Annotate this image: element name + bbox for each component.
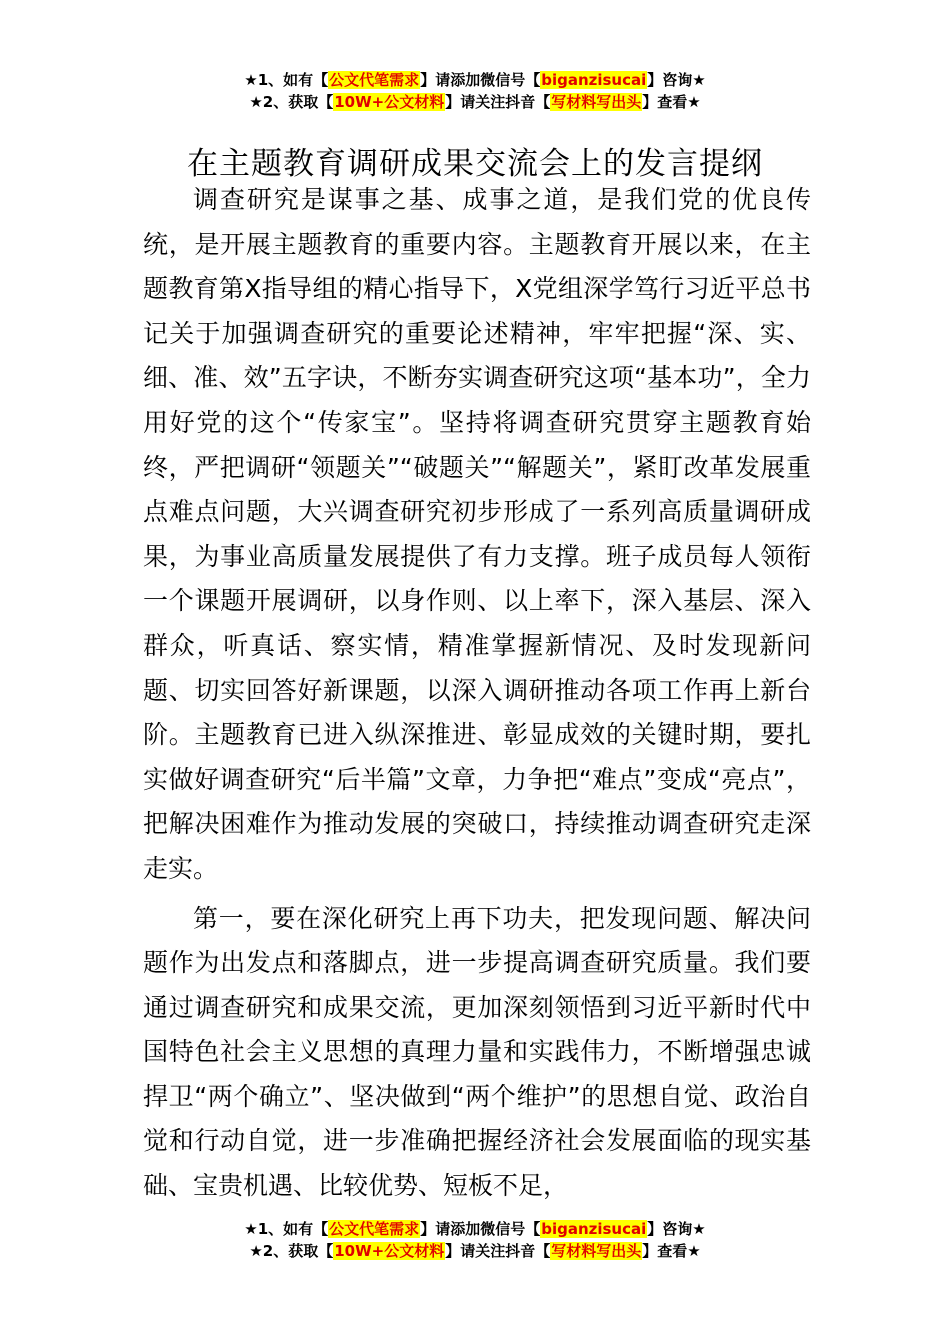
promo-text: 】请添加微信号【 [420, 71, 541, 89]
promo-highlight-wechat-id: biganzisucai [541, 1220, 647, 1238]
promo-highlight: 10W+公文材料 [334, 93, 445, 111]
promo-text: ★2、获取【 [249, 93, 334, 111]
promo-line-2 [0, 91, 950, 113]
promo-text: 】查看★ [642, 93, 701, 111]
promo-text: 】请关注抖音【 [445, 1242, 551, 1260]
promo-text: ★2、获取【 [249, 1242, 334, 1260]
promo-highlight: 10W+公文材料 [334, 1242, 445, 1260]
document-body [143, 178, 811, 1214]
promo-text: 】请添加微信号【 [420, 1220, 541, 1238]
promo-text: 】咨询★ [647, 71, 706, 89]
promo-highlight-wechat-id: biganzisucai [541, 71, 647, 89]
promo-highlight: 公文代笔需求 [329, 1220, 420, 1238]
promo-highlight-douyin-id: 写材料写出头 [551, 1242, 642, 1260]
body-paragraph-2: 第一，要在深化研究上再下功夫，把发现问题、解决问题作为出发点和落脚点，进一步提高调查研究质量。我们要通过调查研究和成果交流，更加深刻领悟到习近平新时代中国特色社会主义思想的真理力量和实践伟力，不断增强忠诚捍卫“两个确立”、坚决做到“两个维护”的思想自觉、政治自觉和行动自觉，进一步准确把握经济社会发展面临的现实基础、宝贵机遇、比较优势、短板不足， [143, 903, 811, 1201]
promo-line-1 [0, 1218, 950, 1240]
document-title: 在主题教育调研成果交流会上的发言提纲 [187, 145, 763, 182]
promo-line-2 [0, 1240, 950, 1262]
promo-text: 】查看★ [642, 1242, 701, 1260]
body-paragraph-1: 调查研究是谋事之基、成事之道，是我们党的优良传统，是开展主题教育的重要内容。主题教育开展以来，在主题教育第X指导组的精心指导下，X党组深学笃行习近平总书记关于加强调查研究的重要论述精神，牢牢把握“深、实、细、准、效”五字诀，不断夯实调查研究这项“基本功”，全力用好党的这个“传家宝”。坚持将调查研究贯穿主题教育始终，严把调研“领题关”“破题关”“解题关”，紧盯改革发展重点难点问题，大兴调查研究初步形成了一系列高质量调研成果，为事业高质量发展提供了有力支撑。班子成员每人领衔一个课题开展调研，以身作则、以上率下，深入基层、深入群众，听真话、察实情，精准掌握新情况、及时发现新问题、切实回答好新课题，以深入调研推动各项工作再上新台阶。主题教育已进入纵深推进、彰显成效的关键时期，要扎实做好调查研究“后半篇”文章，力争把“难点”变成“亮点”，把解决困难作为推动发展的突破口，持续推动调查研究走深走实。 [143, 185, 811, 883]
promo-text: ★1、如有【 [244, 1220, 329, 1238]
promo-line-1 [0, 69, 950, 91]
promo-text: 】请关注抖音【 [445, 93, 551, 111]
promo-banner-top [0, 69, 950, 113]
promo-banner-bottom [0, 1218, 950, 1262]
promo-text: 】咨询★ [647, 1220, 706, 1238]
promo-text: ★1、如有【 [244, 71, 329, 89]
promo-highlight: 公文代笔需求 [329, 71, 420, 89]
promo-highlight-douyin-id: 写材料写出头 [551, 93, 642, 111]
